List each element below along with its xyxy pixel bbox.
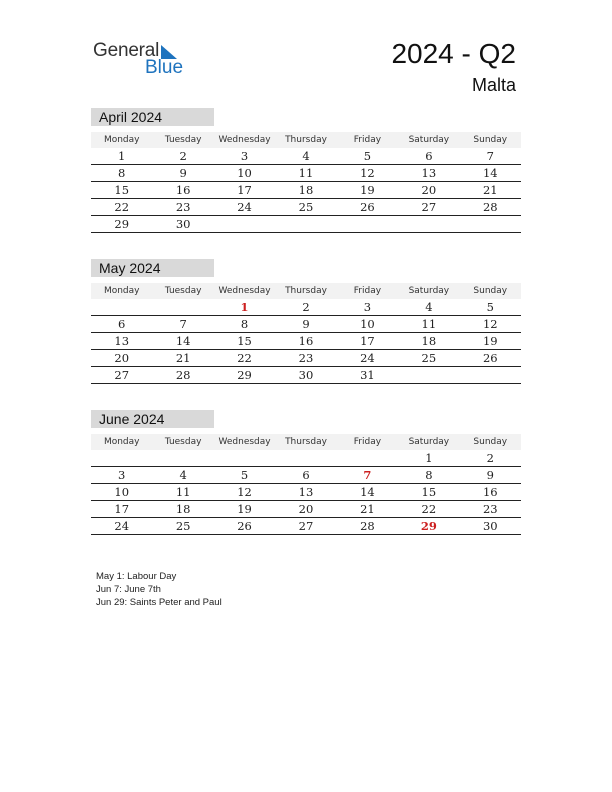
weekday-label: Monday	[103, 286, 140, 296]
day-cell: 16	[175, 183, 191, 197]
day-cell: 4	[302, 149, 310, 163]
week-row	[91, 484, 521, 501]
day-cell	[91, 299, 152, 316]
day-cell: 21	[482, 183, 498, 197]
day-cell: 16	[482, 485, 498, 499]
day-cell: 15	[114, 183, 130, 197]
day-cell: 4	[179, 468, 187, 482]
day-cell: 18	[175, 502, 191, 516]
day-cell: 17	[360, 334, 375, 348]
day-cell	[337, 450, 398, 467]
day-cell: 29	[420, 519, 437, 533]
weekday-label: Saturday	[408, 135, 450, 145]
weekday-label: Thursday	[285, 437, 327, 447]
day-cell: 2	[486, 451, 494, 465]
day-cell: 23	[482, 502, 498, 516]
day-cell: 11	[175, 485, 191, 499]
day-cell: 19	[237, 502, 252, 516]
week-row	[91, 518, 521, 535]
week-row	[91, 182, 521, 199]
day-cell: 22	[421, 502, 437, 516]
day-cell: 6	[425, 149, 433, 163]
day-cell: 17	[237, 183, 252, 197]
day-cell: 9	[179, 166, 187, 180]
day-cell: 8	[240, 317, 249, 331]
day-cell: 26	[237, 519, 252, 533]
day-cell: 2	[179, 149, 187, 163]
day-cell	[275, 450, 336, 467]
day-cell: 7	[486, 149, 494, 163]
day-cell: 28	[175, 368, 191, 382]
day-cell	[337, 216, 398, 233]
day-cell	[460, 367, 521, 384]
day-cell: 1	[118, 149, 126, 163]
day-cell: 24	[114, 519, 130, 533]
month-title: June 2024	[91, 410, 214, 428]
day-cell: 25	[421, 351, 437, 365]
day-cell: 28	[360, 519, 375, 533]
day-cell: 6	[118, 317, 126, 331]
day-cell: 18	[298, 183, 314, 197]
weekday-header	[91, 132, 521, 148]
day-cell: 25	[175, 519, 191, 533]
day-cell: 23	[298, 351, 314, 365]
day-cell: 19	[482, 334, 498, 348]
country-name: Malta	[471, 75, 516, 95]
day-cell	[214, 216, 275, 233]
day-cell: 4	[425, 300, 433, 314]
day-cell: 14	[482, 166, 498, 180]
weekday-label: Tuesday	[164, 437, 202, 447]
weekday-label: Sunday	[473, 437, 508, 447]
day-cell: 25	[298, 200, 314, 214]
day-cell	[460, 216, 521, 233]
day-cell: 8	[118, 166, 126, 180]
day-cell: 9	[302, 317, 310, 331]
day-cell: 24	[360, 351, 375, 365]
day-cell: 12	[237, 485, 252, 499]
week-row	[91, 350, 521, 367]
holiday-note: Jun 7: June 7th	[96, 584, 161, 595]
day-cell	[275, 216, 336, 233]
weekday-label: Thursday	[285, 135, 327, 145]
day-cell: 30	[175, 217, 191, 231]
month-may	[91, 259, 521, 384]
holiday-notes	[96, 570, 222, 609]
weekday-label: Monday	[103, 135, 140, 145]
day-cell: 19	[360, 183, 375, 197]
day-cell: 26	[360, 200, 375, 214]
day-cell: 8	[425, 468, 433, 482]
day-cell: 20	[298, 502, 314, 516]
weekday-label: Friday	[353, 286, 382, 296]
weekday-label: Friday	[353, 135, 382, 145]
day-cell: 29	[114, 217, 130, 231]
day-cell: 7	[363, 468, 372, 482]
month-title: May 2024	[91, 259, 214, 277]
day-cell: 6	[302, 468, 310, 482]
day-cell: 27	[114, 368, 130, 382]
day-cell: 22	[114, 200, 130, 214]
day-cell: 7	[179, 317, 187, 331]
month-april	[91, 108, 521, 233]
logo-general-text: General	[93, 40, 160, 61]
day-cell: 5	[486, 300, 494, 314]
holiday-note: Jun 29: Saints Peter and Paul	[96, 597, 222, 608]
day-cell: 29	[237, 368, 252, 382]
day-cell: 27	[421, 200, 437, 214]
day-cell: 3	[118, 468, 126, 482]
weekday-header	[91, 283, 521, 299]
weekday-label: Friday	[353, 437, 382, 447]
weekday-label: Saturday	[408, 437, 450, 447]
weekday-header	[91, 434, 521, 450]
week-row	[91, 501, 521, 518]
week-row	[91, 316, 521, 333]
weekday-label: Monday	[103, 437, 140, 447]
day-cell: 13	[421, 166, 437, 180]
day-cell: 26	[482, 351, 498, 365]
week-row	[91, 333, 521, 350]
week-row	[91, 467, 521, 484]
day-cell: 14	[175, 334, 191, 348]
day-cell: 10	[237, 166, 252, 180]
day-cell: 16	[298, 334, 314, 348]
holiday-note: May 1: Labour Day	[96, 571, 177, 582]
day-cell: 15	[237, 334, 252, 348]
day-cell: 17	[114, 502, 130, 516]
day-cell	[398, 367, 459, 384]
week-row	[91, 216, 521, 233]
day-cell: 9	[486, 468, 494, 482]
day-cell: 18	[421, 334, 437, 348]
weekday-label: Wednesday	[218, 437, 271, 447]
day-cell: 24	[237, 200, 252, 214]
day-cell	[91, 450, 152, 467]
day-cell: 3	[363, 300, 372, 314]
day-cell: 31	[360, 368, 375, 382]
weekday-label: Sunday	[473, 286, 508, 296]
day-cell: 3	[240, 149, 249, 163]
week-row	[91, 299, 521, 316]
page-title: 2024 - Q2	[391, 38, 516, 69]
day-cell: 10	[360, 317, 375, 331]
weekday-label: Tuesday	[164, 135, 202, 145]
logo-blue-text: Blue	[145, 57, 184, 78]
day-cell: 20	[114, 351, 130, 365]
week-row	[91, 367, 521, 384]
day-cell: 15	[421, 485, 437, 499]
day-cell: 30	[482, 519, 498, 533]
day-cell: 13	[298, 485, 314, 499]
week-row	[91, 450, 521, 467]
day-cell: 28	[482, 200, 498, 214]
day-cell: 2	[302, 300, 310, 314]
day-cell: 22	[237, 351, 252, 365]
week-row	[91, 199, 521, 216]
day-cell: 23	[175, 200, 191, 214]
day-cell: 5	[240, 468, 249, 482]
day-cell	[398, 216, 459, 233]
day-cell: 1	[425, 451, 433, 465]
day-cell: 11	[421, 317, 437, 331]
day-cell: 11	[298, 166, 314, 180]
day-cell: 10	[114, 485, 130, 499]
day-cell: 20	[421, 183, 437, 197]
day-cell: 21	[360, 502, 375, 516]
day-cell: 12	[482, 317, 498, 331]
day-cell: 14	[360, 485, 375, 499]
day-cell	[152, 299, 213, 316]
week-row	[91, 148, 521, 165]
day-cell	[214, 450, 275, 467]
month-june	[91, 410, 521, 535]
month-title: April 2024	[91, 108, 214, 126]
day-cell	[152, 450, 213, 467]
day-cell: 5	[363, 149, 372, 163]
day-cell: 1	[240, 300, 249, 314]
weekday-label: Wednesday	[218, 286, 271, 296]
day-cell: 30	[298, 368, 314, 382]
weekday-label: Wednesday	[218, 135, 271, 145]
weekday-label: Tuesday	[164, 286, 202, 296]
weekday-label: Saturday	[408, 286, 450, 296]
day-cell: 21	[175, 351, 191, 365]
logo	[93, 40, 203, 80]
day-cell: 27	[298, 519, 314, 533]
weekday-label: Thursday	[285, 286, 327, 296]
day-cell: 12	[360, 166, 375, 180]
weekday-label: Sunday	[473, 135, 508, 145]
week-row	[91, 165, 521, 182]
day-cell: 13	[114, 334, 130, 348]
